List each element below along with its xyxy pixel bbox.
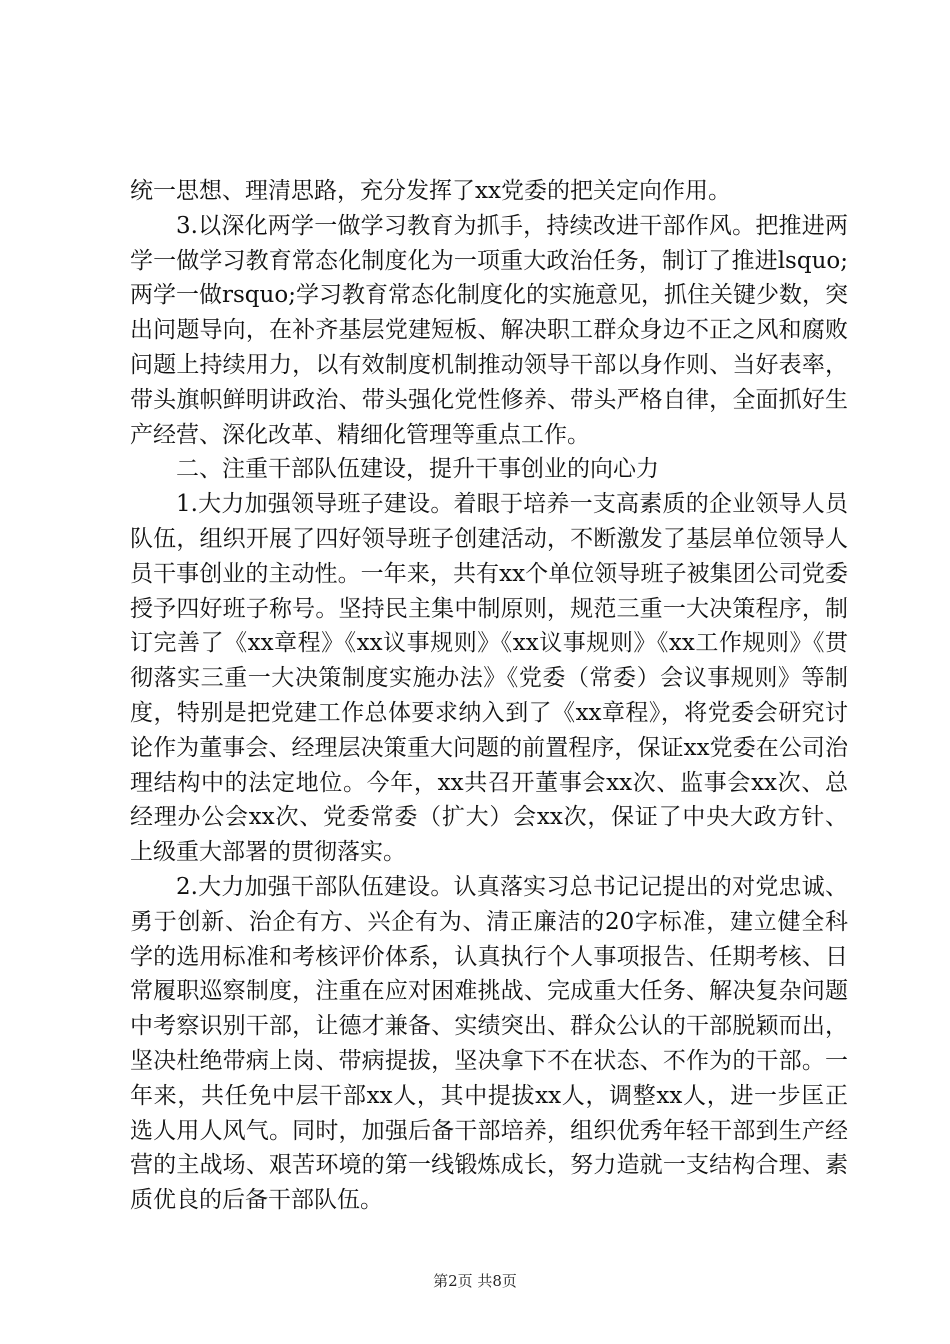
page-number: 第2页 共8页 [433,1272,517,1290]
paragraph-1: 统一思想、理清思路，充分发挥了xx党委的把关定向作用。 [130,178,731,204]
paragraph-2: 3.以深化两学一做学习教育为抓手，持续改进干部作风。把推进两学一做学习教育常态化制度化为一项重大政治任务，制订了推进lsquo;两学一做rsquo;学习教育常态化制度化的实施意见，抓住关键少数，突出问题导向，在补齐基层党建短板、解决职工群众身边不正之风和腐败问题上持续用力，以有效制度机制推动领导干部以身作则、当好表率，带头旗帜鲜明讲政治、带头强化党性修养、带头严格自律，全面抓好生产经营、深化改革、精细化管理等重点工作。 [130,212,848,448]
paragraph-3: 1.大力加强领导班子建设。着眼于培养一支高素质的企业领导人员队伍，组织开展了四好领导班子创建活动，不断激发了基层单位领导人员干事创业的主动性。一年来，共有xx个单位领导班子被集团公司党委授予四好班子称号。坚持民主集中制原则，规范三重一大决策程序，制订完善了《xx章程》《xx议事规则》《xx议事规则》《xx工作规则》《贯彻落实三重一大决策制度实施办法》《党委（常委）会议事规则》等制度，特别是把党建工作总体要求纳入到了《xx章程》，将党委会研究讨论作为董事会、经理层决策重大问题的前置程序，保证xx党委在公司治理结构中的法定地位。今年，xx共召开董事会xx次、监事会xx次、总经理办公会xx次、党委常委（扩大）会xx次，保证了中央大政方针、上级重大部署的贯彻落实。 [130,491,848,866]
paragraph-4: 2.大力加强干部队伍建设。认真落实习总书记记提出的对党忠诚、勇于创新、治企有方、兴企有为、清正廉洁的20字标准，建立健全科学的选用标准和考核评价体系，认真执行个人事项报告、任期考核、日常履职巡察制度，注重在应对困难挑战、完成重大任务、解决复杂问题中考察识别干部，让德才兼备、实绩突出、群众公认的干部脱颖而出，坚决杜绝带病上岗、带病提拔，坚决拿下不在状态、不作为的干部。一年来，共任免中层干部xx人，其中提拔xx人，调整xx人，进一步匡正选人用人风气。同时，加强后备干部培养，组织优秀年轻干部到生产经营的主战场、艰苦环境的第一线锻炼成长，努力造就一支结构合理、素质优良的后备干部队伍。 [130,873,848,1214]
section-heading: 二、注重干部队伍建设，提升干事创业的向心力 [176,456,659,483]
document-body [130,174,848,1218]
page-footer [0,1271,950,1291]
